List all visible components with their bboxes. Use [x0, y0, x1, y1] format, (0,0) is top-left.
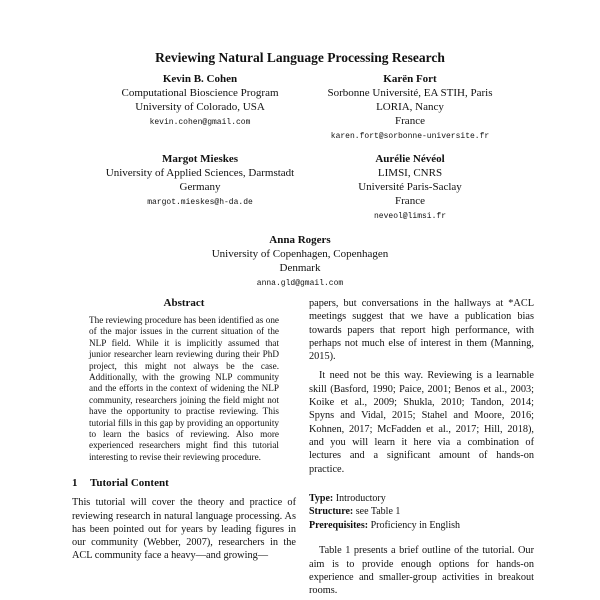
author-block-fort [290, 72, 530, 143]
author-name: Aurélie Névéol [375, 153, 445, 165]
author-affiliation: Computational Bioscience Program [121, 87, 279, 99]
author-affiliation: University of Copenhagen, Copenhagen [211, 248, 389, 260]
meta-label: Structure: [309, 506, 354, 518]
author-email[interactable]: neveol@limsi.fr [373, 212, 446, 221]
paragraph-table-outline: Table 1 presents a brief outline of the tutorial. Our aim is to provide enough options for hands-on experience and smaller-group activities in breakout rooms. [309, 545, 534, 597]
author-email[interactable]: karen.fort@sorbonne-universite.fr [330, 132, 490, 141]
author-affiliation: France [395, 195, 425, 207]
meta-type [309, 492, 534, 506]
author-affiliation: Sorbonne Université, EA STIH, Paris [327, 87, 493, 99]
section-title: Tutorial Content [90, 477, 169, 490]
author-affiliation: LORIA, Nancy [376, 101, 444, 113]
author-affiliation: Germany [179, 181, 221, 193]
abstract-heading: Abstract [163, 297, 205, 309]
meta-value: see Table 1 [355, 506, 401, 518]
meta-prerequisites [309, 519, 534, 533]
author-affiliation: University of Colorado, USA [135, 101, 265, 113]
author-affiliation: Université Paris-Saclay [358, 181, 462, 193]
author-name: Kevin B. Cohen [162, 73, 238, 85]
author-affiliation: France [395, 115, 425, 127]
author-email[interactable]: anna.gld@gmail.com [256, 279, 344, 288]
author-block-neveol [290, 152, 530, 223]
section-number: 1 [72, 477, 78, 490]
author-email[interactable]: kevin.cohen@gmail.com [149, 118, 251, 127]
author-name: Margot Mieskes [161, 153, 239, 165]
left-column [72, 297, 296, 563]
author-affiliation: University of Applied Sciences, Darmstadt [105, 167, 295, 179]
meta-value: Proficiency in English [370, 519, 460, 531]
paragraph-continued: papers, but conversations in the hallways at *ACL meetings suggest that we have a publication bias towards papers that report high performance, with perhaps not much else of interest in them (Manning, 2015). [309, 298, 534, 363]
author-name: Karën Fort [383, 73, 437, 85]
paper-title: Reviewing Natural Language Processing Research [155, 50, 445, 65]
meta-label: Type: [309, 492, 334, 504]
section-heading [72, 477, 296, 489]
author-name: Anna Rogers [269, 234, 331, 246]
abstract-text: The reviewing procedure has been identified as one of the major issues in the current situation of the NLP field. While it is implicitly assumed that junior researcher learn reviewing during their PhD project, this might not always be the case. Additionally, with the growing NLP community and the efforts in the context of widening the NLP community, researchers joining the field might not have the opportunity to practise reviewing. This tutorial fills in this gap by providing an opportunity to learn the basics of reviewing. Also more experienced researchers might find this tutorial interesting to revise their reviewing procedure. [89, 315, 279, 462]
section-paragraph: This tutorial will cover the theory and practice of reviewing research in natural language processing. As has been pointed out for years by leading figures in our community (Webber, 2007), researchers in the ACL community face a heavy—and growing— [72, 497, 296, 562]
paragraph-reviewing-skill: It need not be this way. Reviewing is a learnable skill (Basford, 1990; Paice, 2001; Benos et al., 2003; Koike et al., 2009; Shukla, 2010; Tandon, 2014; Spyns and Vidal, 2015; Stahel and Moore, 2016; Kohnen, 2017; McFadden et al., 2017; Hill, 2018), and you will learn it here via a combination of lectures and a significant amount of hands-on practice. [309, 370, 534, 475]
meta-label: Prerequisites: [309, 519, 369, 531]
author-affiliation: LIMSI, CNRS [377, 167, 443, 179]
author-email[interactable]: margot.mieskes@h-da.de [147, 198, 253, 207]
author-block-rogers [150, 233, 450, 290]
right-column [309, 297, 534, 598]
author-affiliation: Denmark [279, 262, 321, 274]
meta-structure [309, 505, 534, 519]
meta-value: Introductory [335, 492, 386, 504]
